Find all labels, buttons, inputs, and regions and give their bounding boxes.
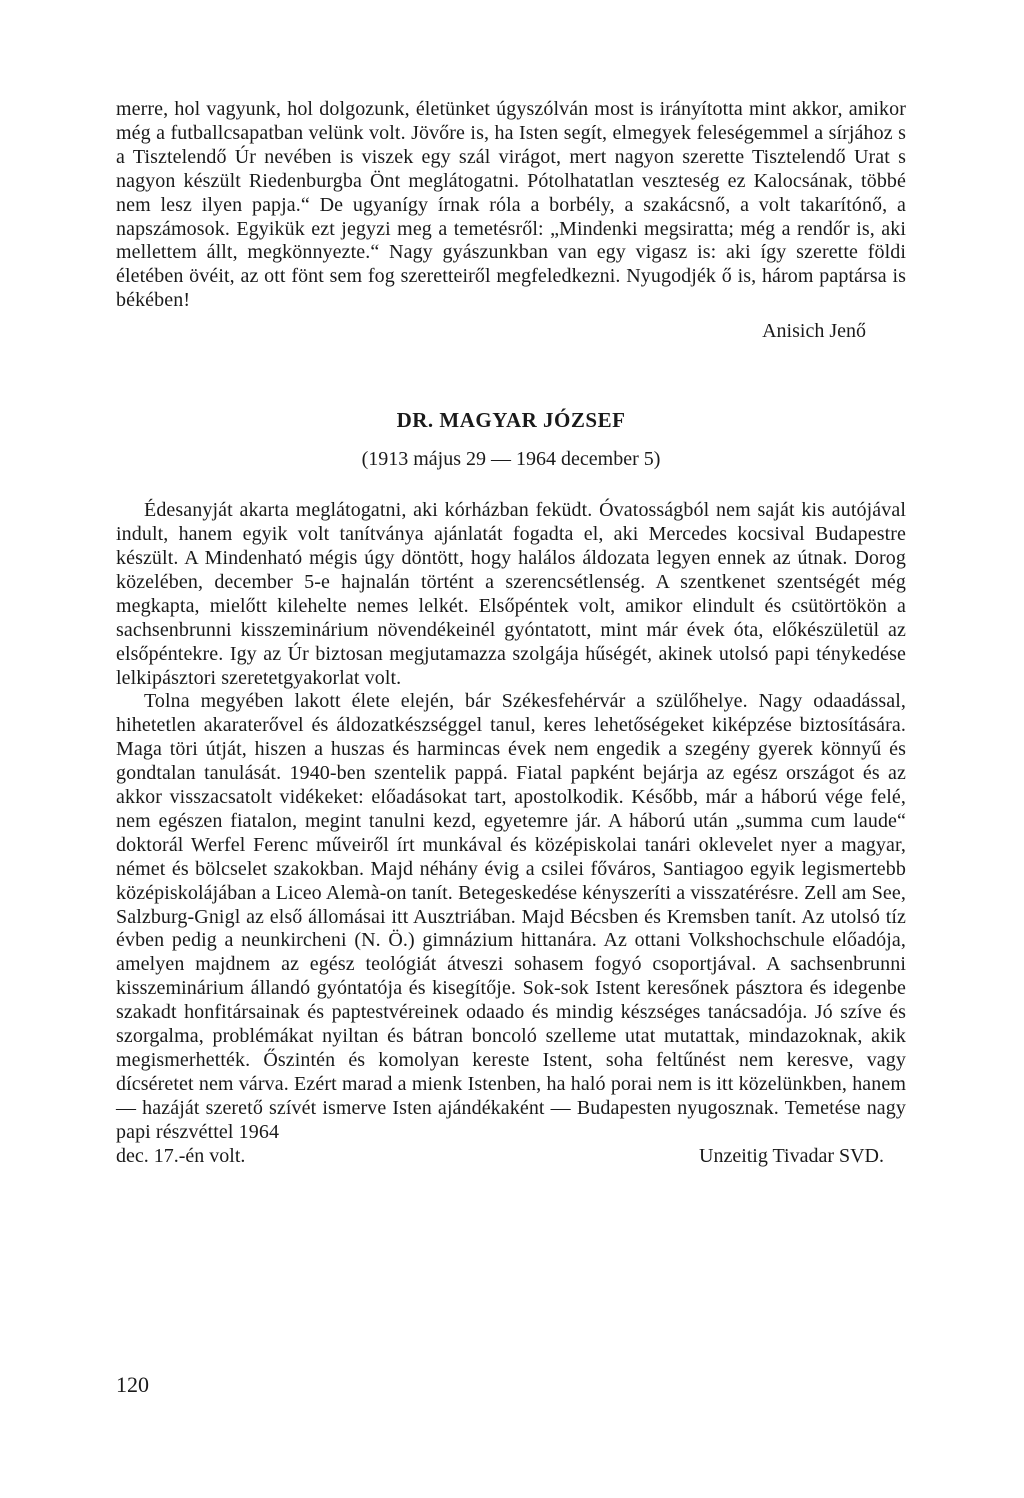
obituary-paragraph-1: Édesanyját akarta meglátogatni, aki kórházban feküdt. Óvatosságból nem saját kis autójával indult, hanem egyik volt tanítványa ajánlatát fogadta el, aki Mercedes kocsival Budapestre készült. A Mindenható mégis úgy döntött, hogy halálos áldozata legyen ennek az útnak. Dorog közelében, december 5-e hajnalán történt a szerencsétlenség. A szentkenet szentségét még megkapta, mielőtt kilehelte nemes lelkét. Elsőpéntek volt, amikor elindult és csütörtökön a sachsenbrunni kisszeminárium növendékeinél gyóntatott, mint már évek óta, előkészületül az elsőpéntekre. Igy az Úr biztosan megjutamazza szolgája hűségét, akinek utolsó papi ténykedése lelkipásztori szeretetgyakorlat volt.: [116, 499, 906, 689]
obituary-dates: (1913 május 29 — 1964 december 5): [361, 448, 661, 471]
closing-date-text: dec. 17.-én volt.: [116, 1144, 246, 1167]
closing-line: [116, 1145, 906, 1169]
page-content: [116, 98, 906, 1169]
obituary-paragraph-2: Tolna megyében lakott élete elején, bár Székesfehérvár a szülőhelye. Nagy odaadással, hihetetlen akaraterővel és áldozatkészséggel tanul, keres lehetőségeket kiképzése biztosítására. Maga töri útját, hiszen a huszas és harmincas évek nem engedik a szegény gyerek könnyű és gondtalan tanulását. 1940-ben szentelik pappá. Fiatal papként bejárja az egész országot és az akkor visszacsatolt vidékeket: előadásokat tart, apostolkodik. Később, már a háború vége felé, nem egészen fiatalon, megint tanulni kezd, egyetemre jár. A háború után „summa cum laude“ doktorál Werfel Ferenc műveiről írt munkával és középiskolai tanári oklevelet nyer a magyar, német és bölcselet szakokban. Majd néhány évig a csilei főváros, Santiagoo egyik legismertebb középiskolájában a Liceo Alemà-on tanít. Betegeskedése kényszeríti a visszatérésre. Zell am See, Salzburg-Gnigl az első állomásai itt Ausztriában. Majd Bécsben és Kremsben tanít. Az utolsó tíz évben pedig a neunkircheni (N. Ö.) gimnázium hittanára. Az ottani Volkshochschule előadója, amelyen majdnem az egész teológiát átveszi sohasem fogyó csoportjával. A sachsenbrunni kisszeminárium állandó gyóntatója és kisegítője. Sok-sok Istent keresőnek pásztora és idegenbe szakadt honfitársainak és paptestvéreinek odaado és mindig készséges tanácsadója. Jó szíve és szorgalma, problémákat nyiltan és bátran boncoló szelleme utat mutattak, mindazoknak, akik megismerhették. Őszintén és komolyan kereste Istent, soha feltűnést nem keresve, vagy dícséretet nem várva. Ezért marad a mienk Istenben, ha haló porai nem is itt közelünkben, hanem — hazáját szerető szívét ismerve Isten ajándékaként — Budapesten nyugosznak. Temetése nagy papi részvéttel 1964: [116, 690, 906, 1143]
intro-signature: Anisich Jenő: [762, 320, 866, 343]
obituary-signature: Unzeitig Tivadar SVD.: [699, 1144, 884, 1167]
page-number: 120: [116, 1372, 149, 1397]
intro-paragraph: merre, hol vagyunk, hol dolgozunk, életünket úgyszólván most is irányította mint akkor, amikor még a futballcsapatban velünk volt. Jövőre is, ha Isten segít, elmegyek feleségemmel a sírjához s a Tisztelendő Úr nevében is viszek egy szál virágot, mert nagyon szerette Tisztelendő Urat s nagyon készült Riedenburgba Önt meglátogatni. Pótolhatatlan veszteség ez Kalocsának, többé nem lesz ilyen papja.“ De ugyanígy írnak róla a borbély, a szakácsnő, a volt takarítónő, a napszámosok. Egyikük ezt jegyzi meg a temetésről: „Mindenki megsiratta; még a rendőr is, aki mellettem állt, megkönnyezte.“ Nagy gyászunkban van egy vigasz is: aki így szerette földi életében övéit, az ott fönt sem fog szeretteiről megfeledkezni. Nyugodjék ő is, három paptársa is békében!: [116, 98, 906, 312]
obituary-title: DR. MAGYAR JÓZSEF: [396, 408, 626, 433]
obituary-body: [116, 499, 906, 1168]
